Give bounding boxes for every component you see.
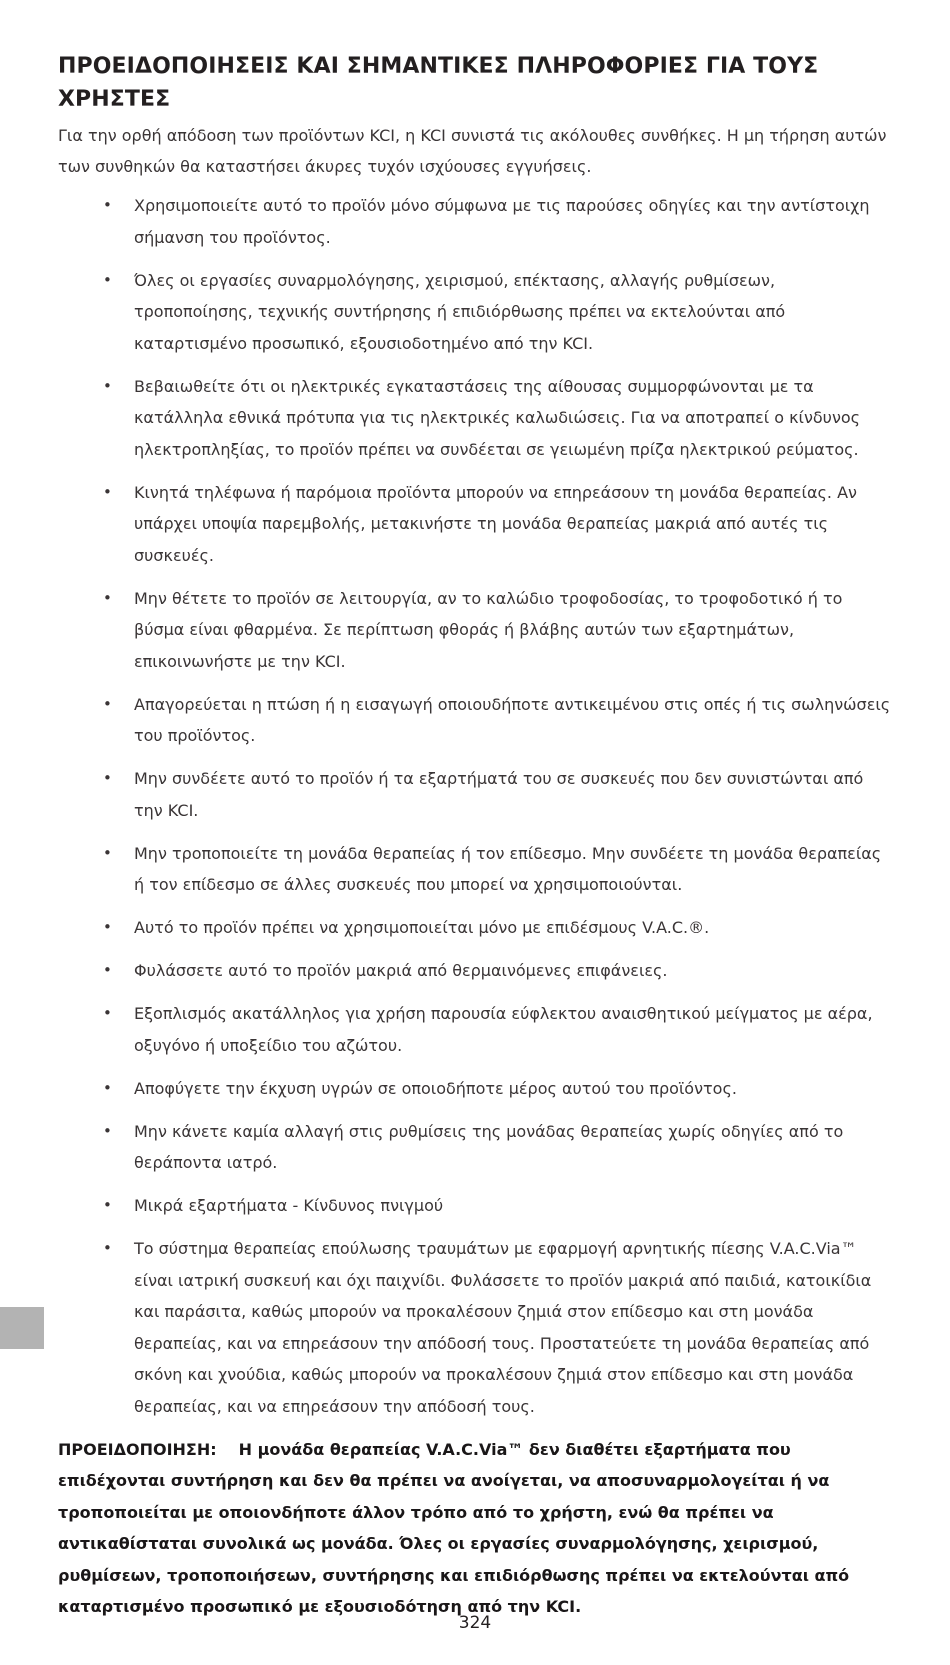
list-item	[103, 1073, 896, 1105]
bullet-icon: •	[103, 769, 112, 787]
bullet-icon: •	[103, 1004, 112, 1022]
warnings-list	[58, 190, 896, 1422]
list-item	[103, 583, 896, 678]
list-item	[103, 371, 896, 466]
list-item-text: Μην κάνετε καμία αλλαγή στις ρυθμίσεις της μονάδας θεραπείας χωρίς οδηγίες από το θεράποντα ιατρό.	[134, 1121, 844, 1172]
bullet-icon: •	[103, 1078, 112, 1097]
list-item	[103, 689, 896, 752]
list-item-text: Χρησιμοποιείτε αυτό το προϊόν μόνο σύμφωνα με τις παρούσες οδηγίες και την αντίστοιχη σήμανση του προϊόντος.	[134, 196, 870, 247]
bullet-icon: •	[103, 1239, 112, 1257]
list-item	[103, 998, 896, 1061]
list-item-text: Το σύστημα θεραπείας επούλωσης τραυμάτων με εφαρμογή αρνητικής πίεσης V.A.C.Via™ είναι ιατρική συσκευή και όχι παιχνίδι. Φυλάσσετε το προϊόν μακριά από παιδιά, κατοικίδια και παράσιτα, καθώς μπορούν να προκαλέσουν ζημιά στον επίδεσμο και στη μονάδα θεραπείας, και να επηρεάσουν την απόδοσή τους. Προστατεύετε τη μονάδα θεραπείας από σκόνη και χνούδια, καθώς μπορούν να προκαλέσουν ζημιά στον επίδεσμο και στη μονάδα θεραπείας, και να επηρεάσουν την απόδοσή τους.	[134, 1239, 872, 1416]
bullet-icon: •	[103, 961, 112, 979]
warning-label: ΠΡΟΕΙΔΟΠΟΙΗΣΗ:	[58, 1439, 217, 1459]
list-item-text: Εξοπλισμός ακατάλληλος για χρήση παρουσία εύφλεκτου αναισθητικού μείγματος με αέρα, οξυγόνο ή υποξείδιο του αζώτου.	[134, 1004, 873, 1055]
bullet-icon: •	[103, 588, 112, 607]
list-item	[103, 265, 896, 360]
list-item	[103, 838, 896, 901]
list-item	[103, 477, 896, 572]
bullet-icon: •	[103, 196, 112, 214]
bullet-icon: •	[103, 843, 112, 862]
list-item	[103, 912, 896, 944]
intro-paragraph: Για την ορθή απόδοση των προϊόντων KCI, η KCI συνιστά τις ακόλουθες συνθήκες. Η μη τήρηση αυτών των συνθηκών θα καταστήσει άκυρες τυχόν ισχύουσες εγγυήσεις.	[58, 126, 887, 176]
list-item-text: Φυλάσσετε αυτό το προϊόν μακριά από θερμαινόμενες επιφάνειες.	[134, 961, 668, 980]
list-item-text: Αυτό το προϊόν πρέπει να χρησιμοποιείται μόνο με επιδέσμους V.A.C.®.	[134, 918, 710, 937]
list-item-text: Μικρά εξαρτήματα - Κίνδυνος πνιγμού	[134, 1196, 444, 1215]
list-item	[103, 955, 896, 987]
warning-paragraph	[58, 1434, 896, 1623]
bullet-icon: •	[103, 270, 112, 289]
bullet-icon: •	[103, 694, 112, 713]
list-item	[103, 190, 896, 253]
side-tab-marker	[0, 1307, 44, 1349]
list-item-text: Κινητά τηλέφωνα ή παρόμοια προϊόντα μπορούν να επηρεάσουν τη μονάδα θεραπείας. Αν υπάρχει υποψία παρεμβολής, μετακινήστε τη μονάδα θεραπείας μακριά από αυτές τις συσκευές.	[134, 482, 857, 565]
document-page	[58, 50, 896, 1639]
warning-text: Η μονάδα θεραπείας V.A.C.Via™ δεν διαθέτει εξαρτήματα που επιδέχονται συντήρηση και δεν θα πρέπει να ανοίγεται, να αποσυναρμολογείται ή να τροποποιείται με οποιονδήποτε άλλον τρόπο από το χρήστη, ενώ θα πρέπει να αντικαθίσταται συνολικά ως μονάδα. Όλες οι εργασίες συναρμολόγησης, χειρισμού, ρυθμίσεων, τροποποιήσεων, συντήρησης και επιδιόρθωσης πρέπει να εκτελούνται από καταρτισμένο προσωπικό με εξουσιοδότηση από την KCI.	[58, 1439, 850, 1616]
list-item	[103, 763, 896, 826]
bullet-icon: •	[103, 376, 112, 395]
list-item-text: Μην θέτετε το προϊόν σε λειτουργία, αν το καλώδιο τροφοδοσίας, το τροφοδοτικό ή το βύσμα είναι φθαρμένα. Σε περίπτωση φθοράς ή βλάβης αυτών των εξαρτημάτων, επικοινωνήστε με την KCI.	[134, 588, 843, 671]
list-item-text: Μην τροποποιείτε τη μονάδα θεραπείας ή τον επίδεσμο. Μην συνδέετε τη μονάδα θεραπείας ή τον επίδεσμο σε άλλες συσκευές που μπορεί να χρησιμοποιούνται.	[134, 843, 882, 894]
list-item	[103, 1190, 896, 1222]
bullet-icon: •	[103, 918, 112, 936]
page-title: ΠΡΟΕΙΔΟΠΟΙΗΣΕΙΣ ΚΑΙ ΣΗΜΑΝΤΙΚΕΣ ΠΛΗΡΟΦΟΡΙΕΣ ΓΙΑ ΤΟΥΣ ΧΡΗΣΤΕΣ	[58, 54, 819, 112]
bullet-icon: •	[103, 482, 112, 501]
list-item-text: Όλες οι εργασίες συναρμολόγησης, χειρισμού, επέκτασης, αλλαγής ρυθμίσεων, τροποποίησης, τεχνικής συντήρησης ή επιδιόρθωσης πρέπει να εκτελούνται από καταρτισμένο προσωπικό, εξουσιοδοτημένο από την KCI.	[134, 270, 786, 353]
bullet-icon: •	[103, 1121, 112, 1140]
list-item	[103, 1116, 896, 1179]
list-item	[103, 1233, 896, 1422]
bullet-icon: •	[103, 1196, 112, 1214]
list-item-text: Βεβαιωθείτε ότι οι ηλεκτρικές εγκαταστάσεις της αίθουσας συμμορφώνονται με τα κατάλληλα εθνικά πρότυπα για τις ηλεκτρικές καλωδιώσεις. Για να αποτραπεί ο κίνδυνος ηλεκτροπληξίας, το προϊόν πρέπει να συνδέεται σε γειωμένη πρίζα ηλεκτρικού ρεύματος.	[134, 376, 861, 459]
list-item-text: Απαγορεύεται η πτώση ή η εισαγωγή οποιουδήποτε αντικειμένου στις οπές ή τις σωληνώσεις του προϊόντος.	[134, 694, 891, 745]
list-item-text: Αποφύγετε την έκχυση υγρών σε οποιοδήποτε μέρος αυτού του προϊόντος.	[134, 1078, 737, 1098]
list-item-text: Μην συνδέετε αυτό το προϊόν ή τα εξαρτήματά του σε συσκευές που δεν συνιστώνται από την KCI.	[134, 769, 864, 820]
page-number: 324	[458, 1613, 492, 1633]
